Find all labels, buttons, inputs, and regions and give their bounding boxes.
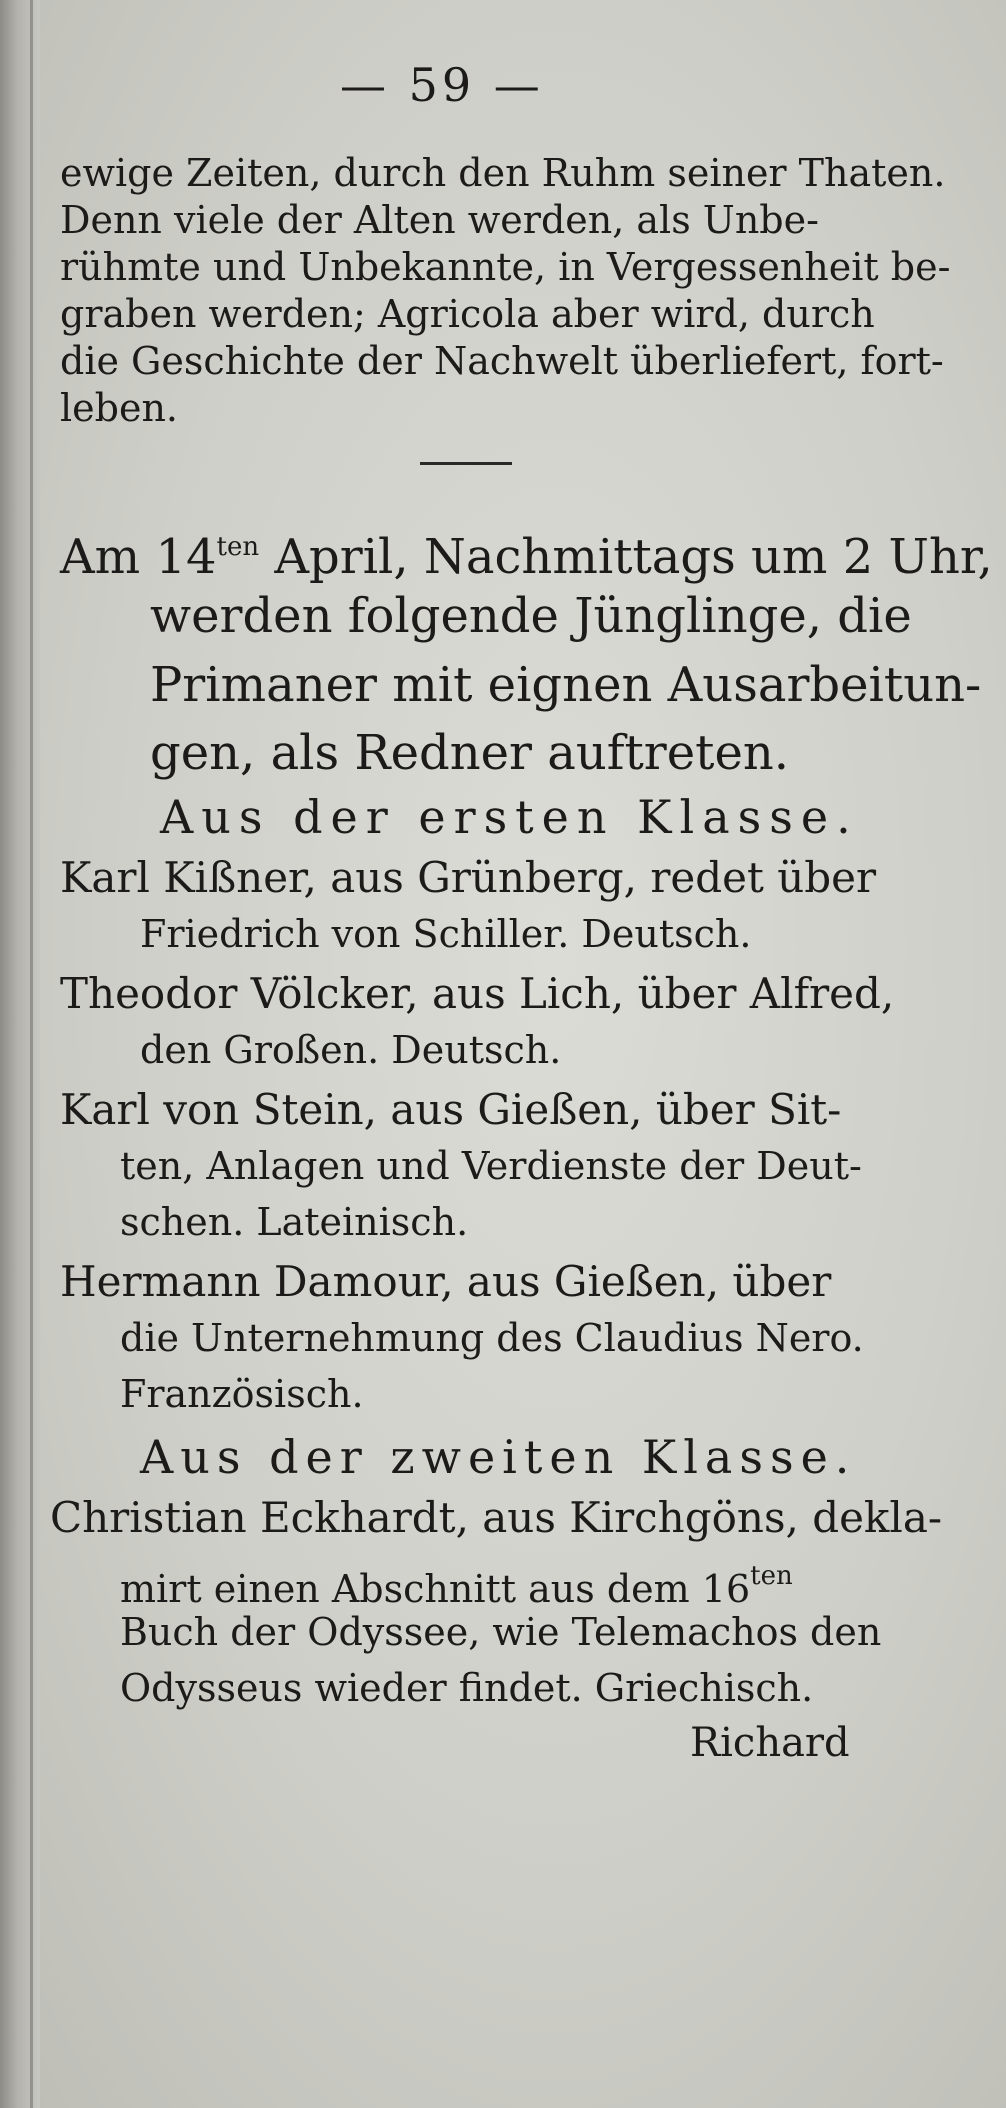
section-divider (420, 462, 512, 465)
announcement-date-post: April, Nachmittags um 2 Uhr, (259, 529, 993, 585)
announcement-line (60, 516, 993, 588)
speaker-entry: den Großen. Deutsch. (140, 1028, 562, 1072)
intro-line: die Geschichte der Nachwelt überliefert, fort- (60, 339, 944, 383)
page-number: — 59 — (340, 58, 544, 112)
catchword: Richard (690, 1720, 850, 1766)
binding-line (30, 0, 33, 2108)
speaker-entry: Christian Eckhardt, aus Kirchgöns, dekla- (50, 1493, 943, 1542)
announcement-line: werden folgende Jünglinge, die (150, 588, 912, 644)
intro-line: Denn viele der Alten werden, als Unbe- (60, 198, 819, 242)
speaker-entry: die Unternehmung des Claudius Nero. (120, 1316, 864, 1360)
announcement-date-pre: Am 14 (60, 529, 217, 585)
speaker-entry-sup: ten (750, 1561, 793, 1591)
speaker-entry: Odysseus wieder findet. Griechisch. (120, 1666, 814, 1710)
speaker-entry: Karl Kißner, aus Grünberg, redet über (60, 853, 877, 902)
speaker-entry: Karl von Stein, aus Gießen, über Sit- (60, 1085, 842, 1134)
speaker-entry: schen. Lateinisch. (120, 1200, 469, 1244)
announcement-line: Primaner mit eignen Ausarbeitun- (150, 657, 982, 713)
speaker-entry: Hermann Damour, aus Gießen, über (60, 1257, 832, 1306)
intro-line: leben. (60, 386, 179, 430)
intro-line: ewige Zeiten, durch den Ruhm seiner Thaten. (60, 151, 946, 195)
speaker-entry: Theodor Völcker, aus Lich, über Alfred, (60, 969, 895, 1018)
page-gutter (0, 0, 40, 2108)
section-heading-first-class: Aus der ersten Klasse. (160, 790, 859, 844)
announcement-date-sup: ten (216, 532, 260, 562)
speaker-entry-text: mirt einen Abschnitt aus dem 16 (120, 1567, 751, 1611)
speaker-entry: Friedrich von Schiller. Deutsch. (140, 912, 752, 956)
announcement-line: gen, als Redner auftreten. (150, 725, 790, 781)
intro-line: graben werden; Agricola aber wird, durch (60, 292, 875, 336)
speaker-entry: Französisch. (120, 1372, 364, 1416)
speaker-entry: ten, Anlagen und Verdienste der Deut- (120, 1144, 862, 1188)
section-heading-second-class: Aus der zweiten Klasse. (140, 1430, 857, 1484)
intro-line: rühmte und Unbekannte, in Vergessenheit be- (60, 245, 951, 289)
speaker-entry: Buch der Odyssee, wie Telemachos den (120, 1610, 882, 1654)
